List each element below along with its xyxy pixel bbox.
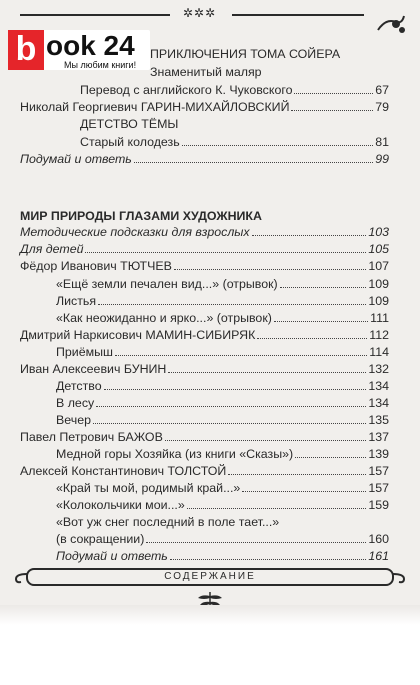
toc-entry: Иван Алексеевич БУНИН 132 bbox=[20, 362, 389, 376]
toc-entry: Подумай и ответь 161 bbox=[56, 549, 389, 563]
page-shadow bbox=[0, 605, 420, 625]
toc-entry: Подумай и ответь 99 bbox=[20, 152, 389, 166]
logo-letter: b bbox=[8, 30, 44, 70]
toc-entry: «Как неожиданно и ярко...» (отрывок) 111 bbox=[56, 311, 389, 325]
toc-entry: Листья 109 bbox=[56, 294, 389, 308]
flower-ornament-icon bbox=[376, 12, 406, 36]
toc-entry: «Колокольчики мои...» 159 bbox=[56, 498, 389, 512]
toc-entry: Перевод с английского К. Чуковского 67 bbox=[80, 83, 389, 97]
banner-label: СОДЕРЖАНИЕ bbox=[164, 571, 256, 582]
toc-entry: Дмитрий Наркисович МАМИН-СИБИРЯК 112 bbox=[20, 328, 389, 342]
toc-entry: ДЕТСТВО ТЁМЫ bbox=[80, 117, 179, 131]
logo-word: ook 24 bbox=[46, 30, 135, 61]
toc-entry: Знаменитый маляр bbox=[150, 65, 262, 79]
ornament-rule-right bbox=[232, 14, 364, 16]
book24-logo[interactable] bbox=[8, 30, 150, 70]
logo-tagline: Мы любим книги! bbox=[64, 60, 137, 70]
toc-entry: Для детей 105 bbox=[20, 242, 389, 256]
contents-banner bbox=[12, 568, 408, 590]
toc-entry: Вечер 135 bbox=[56, 413, 389, 427]
toc-entry: Медной горы Хозяйка (из книги «Сказы») 139 bbox=[56, 447, 389, 461]
toc-entry: Детство 134 bbox=[56, 379, 389, 393]
toc-entry: «Край ты мой, родимый край...» 157 bbox=[56, 481, 389, 495]
toc-entry: «Ещё земли печален вид...» (отрывок) 109 bbox=[56, 277, 389, 291]
toc-entry: Методические подсказки для взрослых 103 bbox=[20, 225, 389, 239]
toc-entry: «Вот уж снег последний в поле тает...» bbox=[56, 515, 280, 529]
toc-entry: Фёдор Иванович ТЮТЧЕВ 107 bbox=[20, 259, 389, 273]
toc-entry: Старый колодезь 81 bbox=[80, 135, 389, 149]
toc-entry: Николай Георгиевич ГАРИН-МИХАЙЛОВСКИЙ 79 bbox=[20, 100, 389, 114]
toc-entry: (в сокращении) 160 bbox=[56, 532, 389, 546]
toc-entry: ПРИКЛЮЧЕНИЯ ТОМА СОЙЕРА bbox=[150, 47, 341, 61]
ornament-rule-left bbox=[20, 14, 170, 16]
toc-entry: Приёмыш 114 bbox=[56, 345, 389, 359]
toc-entry: Алексей Константинович ТОЛСТОЙ 157 bbox=[20, 464, 389, 478]
ornament-stars: ✲✲✲ bbox=[183, 6, 217, 20]
toc-entry: Павел Петрович БАЖОВ 137 bbox=[20, 430, 389, 444]
toc-entry: В лесу 134 bbox=[56, 396, 389, 410]
scroll-curl-right-icon bbox=[392, 572, 406, 584]
top-ornament bbox=[0, 6, 420, 28]
section-title: МИР ПРИРОДЫ ГЛАЗАМИ ХУДОЖНИКА bbox=[20, 209, 262, 223]
